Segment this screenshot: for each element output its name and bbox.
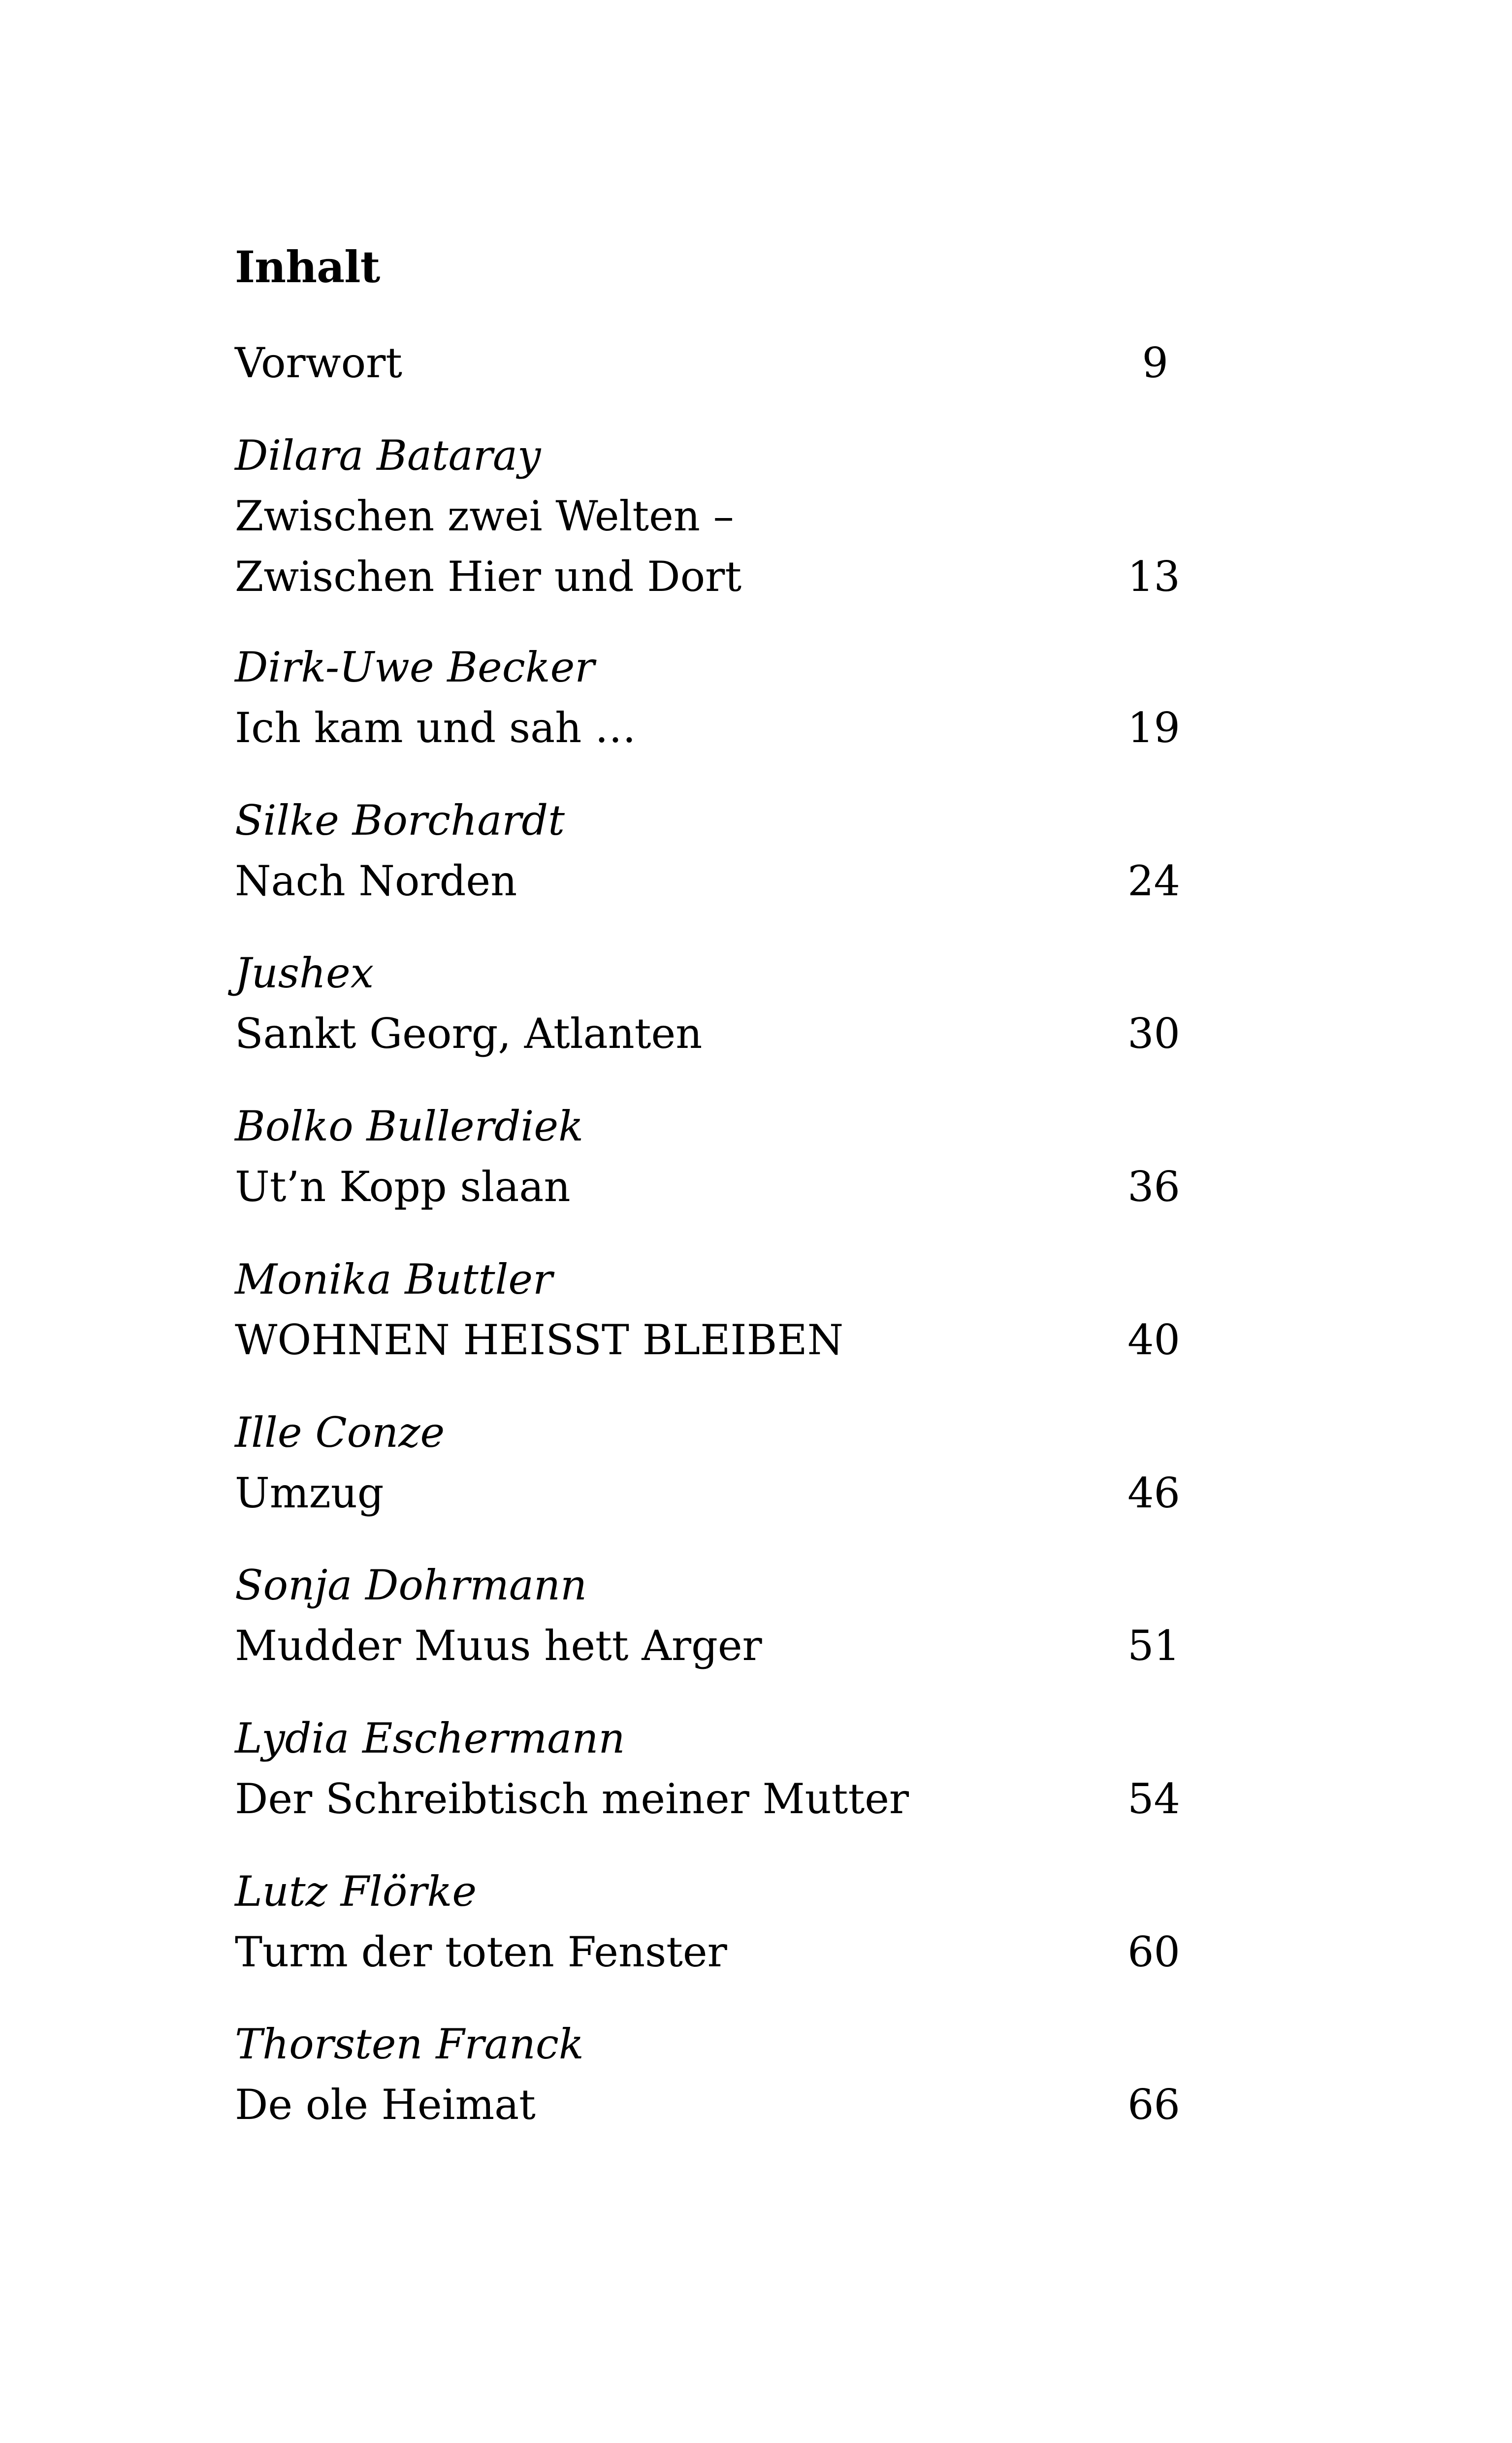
toc-entry-title: WOHNEN HEISST BLEIBEN (235, 1316, 844, 1364)
toc-entry-page: 66 (1127, 2081, 1180, 2129)
toc-entry-page: 30 (1127, 1010, 1180, 1058)
toc-entry-title: Turm der toten Fenster (235, 1928, 727, 1976)
toc-entry-title: Sankt Georg, Atlanten (235, 1010, 703, 1058)
toc-entry-author: Dirk-Uwe Becker (235, 643, 595, 691)
toc-entry (235, 943, 1180, 1064)
toc-entry-author: Thorsten Franck (235, 2020, 584, 2068)
toc-entry (235, 425, 1180, 607)
toc-entry-title: De ole Heimat (235, 2081, 536, 2129)
toc-entry-page: 54 (1127, 1775, 1180, 1823)
toc-heading: Inhalt (235, 241, 380, 293)
toc-entry (235, 1249, 1180, 1370)
toc-entry (235, 1555, 1180, 1676)
toc-entry-author: Lydia Eschermann (235, 1714, 625, 1762)
toc-entry-page: 40 (1127, 1316, 1180, 1364)
toc-entry (235, 790, 1180, 912)
toc-entry-author: Bolko Bullerdiek (235, 1102, 584, 1150)
toc-entry-page: 60 (1127, 1928, 1180, 1976)
toc-entry-author: Sonja Dohrmann (235, 1561, 587, 1609)
toc-entry-page: 24 (1127, 857, 1180, 905)
toc-entry-author: Silke Borchardt (235, 796, 565, 845)
toc-entry-title: Zwischen Hier und Dort (235, 553, 742, 601)
toc-entry-page: 36 (1127, 1163, 1180, 1211)
toc-entry-page: 13 (1127, 553, 1180, 601)
toc-entry-page: 19 (1127, 704, 1180, 752)
toc-entry-author: Jushex (235, 949, 374, 997)
toc-entry-title: Zwischen zwei Welten – (235, 492, 734, 540)
toc-entry (235, 637, 1180, 758)
toc-entry-author: Dilara Bataray (235, 431, 541, 480)
toc-entry-vorwort (235, 333, 1180, 393)
toc-entry-title: Der Schreibtisch meiner Mutter (235, 1775, 909, 1823)
toc-entry (235, 1861, 1180, 1983)
toc-entry-title: Umzug (235, 1469, 384, 1517)
toc-entry-author: Ille Conze (235, 1408, 445, 1457)
toc-entry (235, 1402, 1180, 1524)
toc-entry-author: Lutz Flörke (235, 1867, 477, 1916)
toc-entry-page: 9 (1142, 339, 1168, 387)
toc-entry (235, 1708, 1180, 1829)
toc-entry-author: Monika Buttler (235, 1255, 553, 1303)
toc-entry-page: 51 (1127, 1622, 1180, 1670)
toc-entry-title: Vorwort (235, 339, 403, 387)
toc-entry-title: Nach Norden (235, 857, 517, 905)
toc-entry-title: Ut’n Kopp slaan (235, 1163, 571, 1211)
toc-entry-page: 46 (1127, 1469, 1180, 1517)
toc-entry-title: Mudder Muus hett Arger (235, 1622, 762, 1670)
toc-entry (235, 2014, 1180, 2135)
toc-entry (235, 1096, 1180, 1217)
toc-entry-title: Ich kam und sah … (235, 704, 637, 752)
